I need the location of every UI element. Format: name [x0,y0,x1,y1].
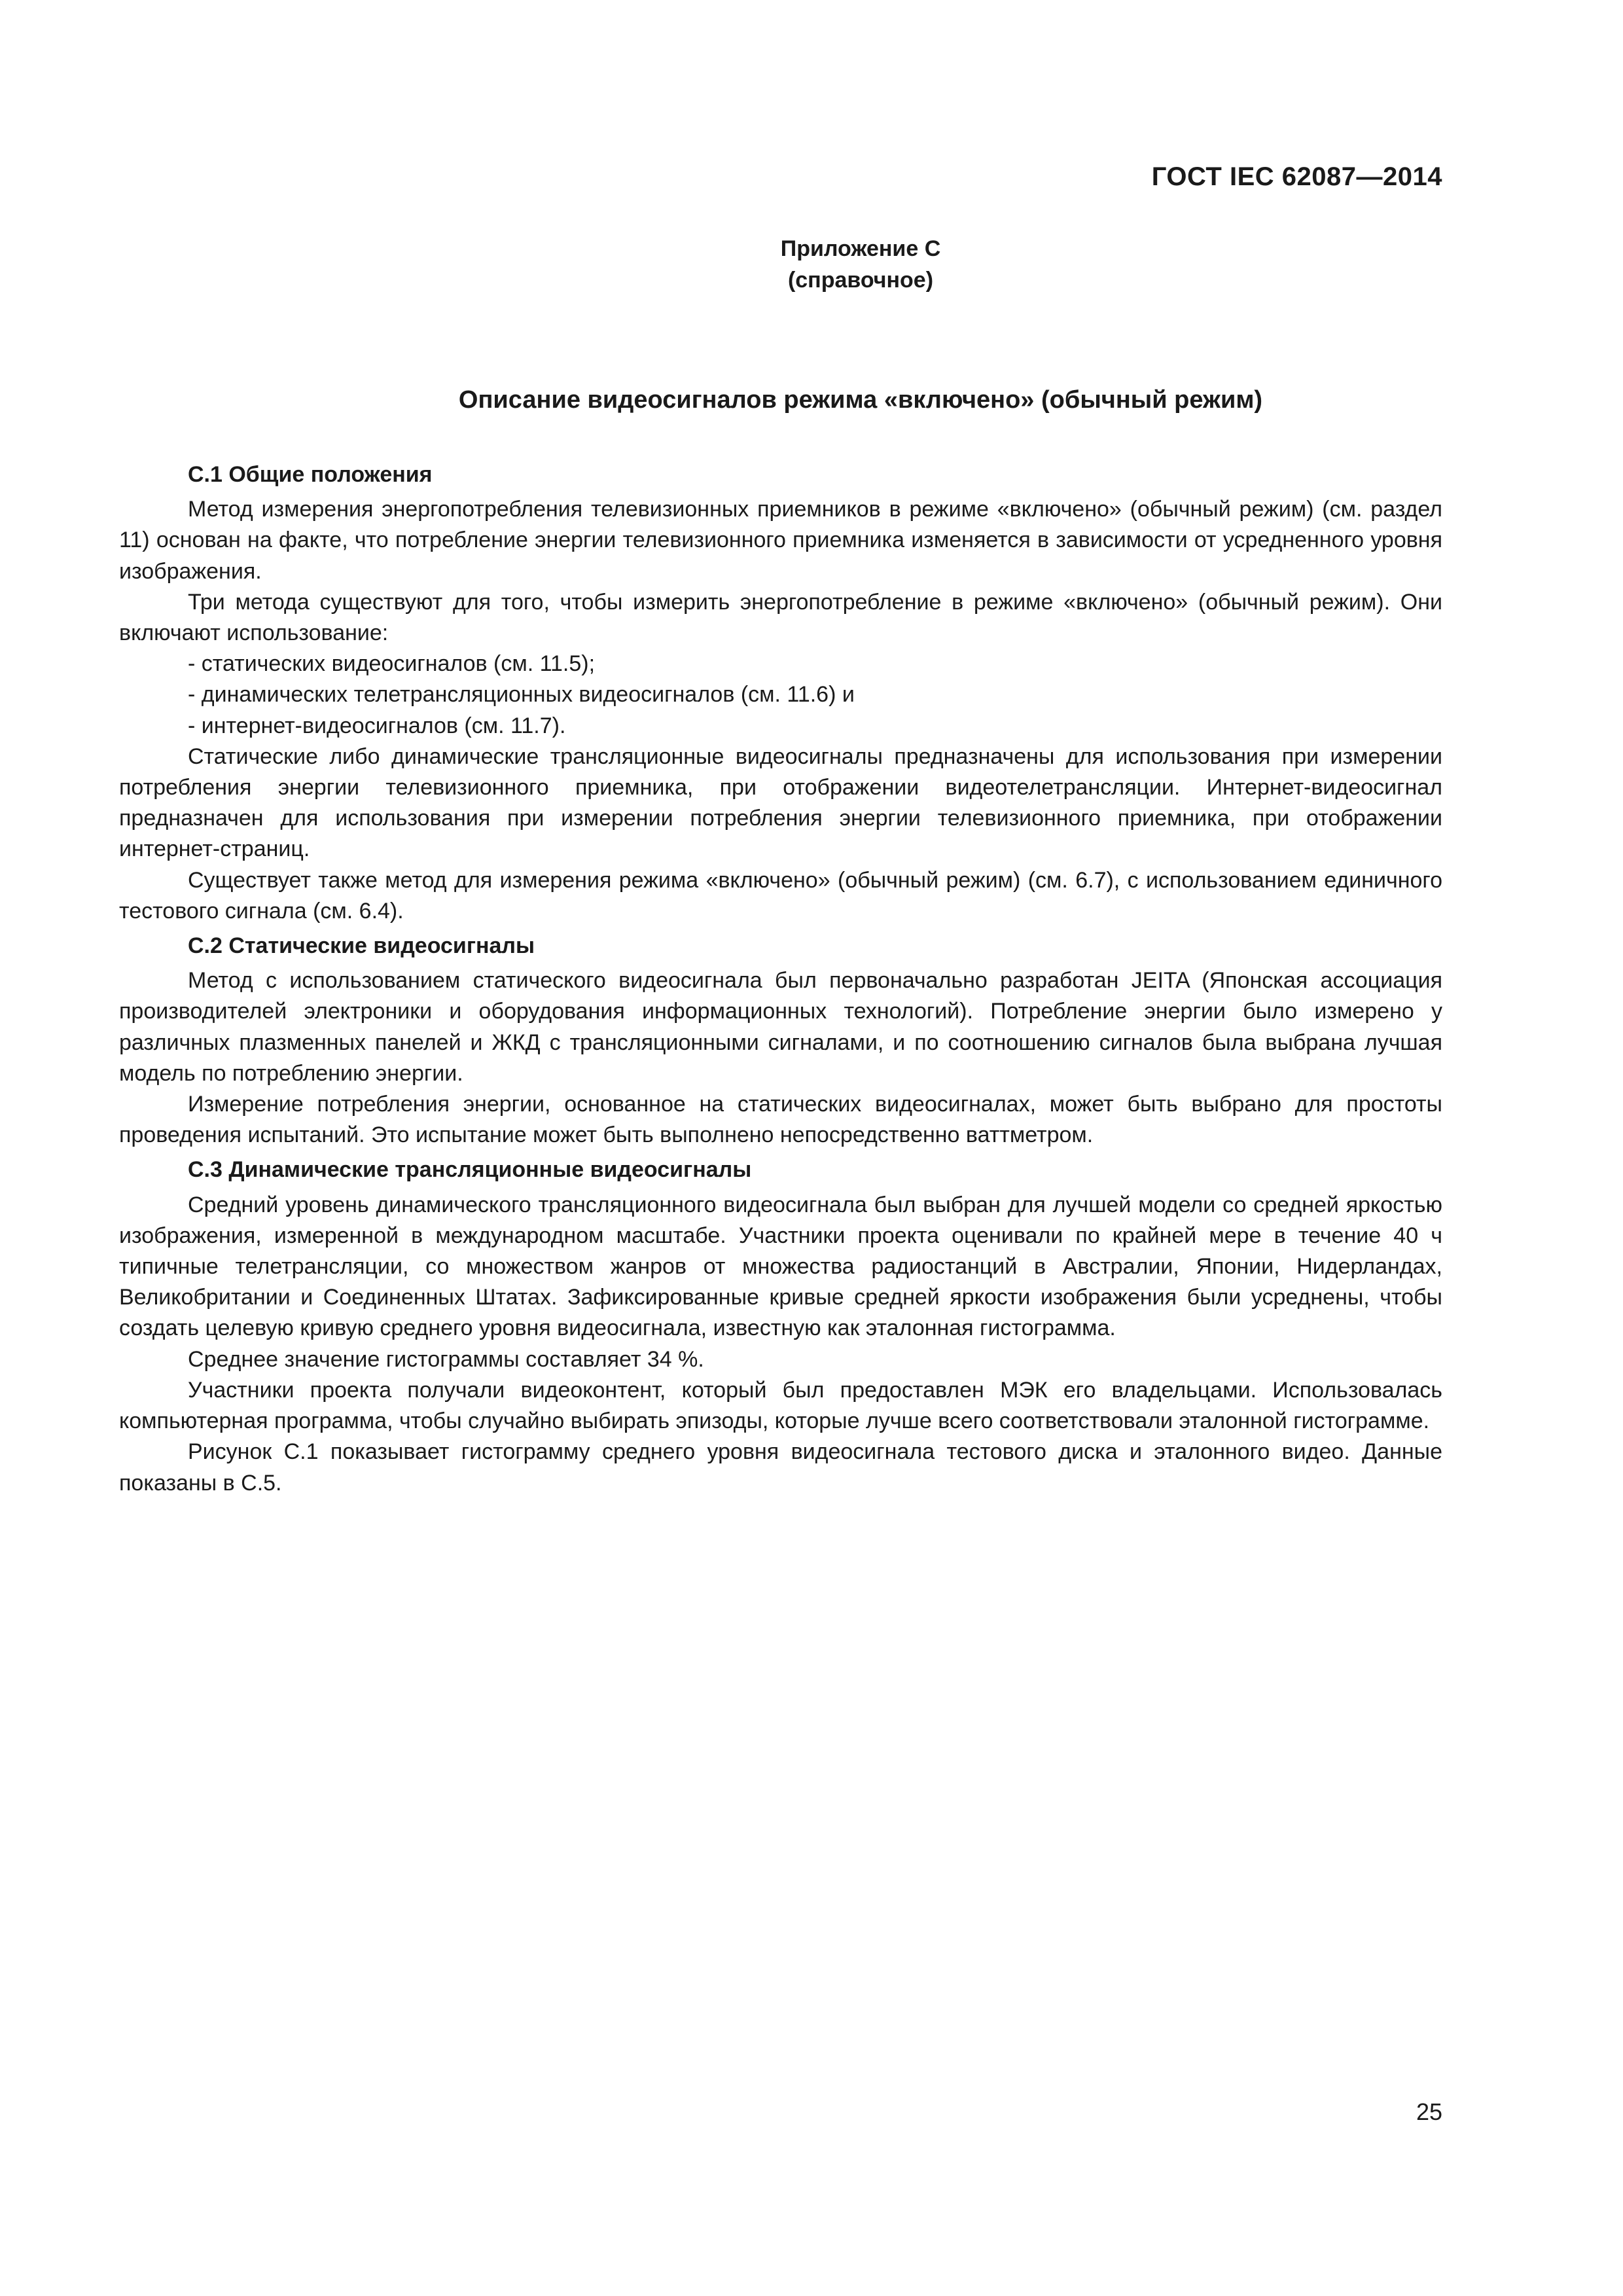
document-body [119,459,1442,1499]
paragraph: Существует также метод для измерения режима «включено» (обычный режим) (см. 6.7), с использованием единичного тестового сигнала (см. 6.4). [119,867,1442,924]
section-heading-c2: С.2 Статические видеосигналы [188,933,535,959]
paragraph: Среднее значение гистограммы составляет 34 %. [188,1346,704,1372]
paragraph: Метод с использованием статического видеосигнала был первоначально разработан JEITA (Японская ассоциация производителей электроники и оборудования информационных технологий). Потребление энергии было измерено у различных плазменных панелей и ЖКД с трансляционными сигналами, и по соотношению сигналов была выбрана лучшая модель по потреблению энергии. [119,968,1442,1086]
paragraph: Рисунок С.1 показывает гистограмму среднего уровня видеосигнала тестового диска и эталонного видео. Данные показаны в С.5. [119,1439,1442,1496]
paragraph: Измерение потребления энергии, основанное на статических видеосигналах, может быть выбрано для простоты проведения испытаний. Это испытание может быть выполнено непосредственно ваттметром. [119,1092,1442,1148]
main-title-text: Описание видеосигналов режима «включено» (обычный режим) [458,386,1263,414]
paragraph: Средний уровень динамического трансляционного видеосигнала был выбран для лучшей модели со средней яркостью изображения, измеренной в международном масштабе. Участники проекта оценивали по крайней мере в течение 40 ч типичные телетрансляции, со множеством жанров от множества радиостанций в Австралии, Японии, Нидерландах, Великобритании и Соединенных Штатах. Зафиксированные кривые средней яркости изображения были усреднены, чтобы создать целевую кривую среднего уровня видеосигнала, известную как эталонная гистограмма. [119,1192,1442,1341]
annex-header [0,233,1623,296]
paragraph: Статические либо динамические трансляционные видеосигналы предназначены для использования при измерении потребления энергии телевизионного приемника, при отображении видеотелетрансляции. Интернет-видеосигнал предназначен для использования при измерении потребления энергии телевизионного приемника, при отображении интернет-страниц. [119,744,1442,862]
paragraph: Три метода существуют для того, чтобы измерить энергопотребление в режиме «включено» (обычный режим). Они включают использование: [119,589,1442,646]
page-number: 25 [1416,2098,1442,2125]
section-heading-c1: С.1 Общие положения [188,462,433,487]
annex-title: Приложение С [780,236,941,261]
section-heading-c3: С.3 Динамические трансляционные видеосигналы [188,1157,752,1183]
annex-type: (справочное) [787,268,934,293]
list-item: - динамических телетрансляционных видеосигналов (см. 11.6) и [188,682,855,708]
main-title [0,386,1623,414]
list-item: - интернет-видеосигналов (см. 11.7). [188,713,566,738]
paragraph: Участники проекта получали видеоконтент, который был предоставлен МЭК его владельцами. Использовалась компьютерная программа, чтобы случайно выбирать эпизоды, которые лучше всего соответствовали эталонной гистограмме. [119,1377,1442,1434]
paragraph: Метод измерения энергопотребления телевизионных приемников в режиме «включено» (обычный режим) (см. раздел 11) основан на факте, что потребление энергии телевизионного приемника изменяется в зависимости от усредненного уровня изображения. [119,497,1442,584]
document-code: ГОСТ IEC 62087—2014 [1151,162,1442,191]
list-item: - статических видеосигналов (см. 11.5); [188,651,596,677]
